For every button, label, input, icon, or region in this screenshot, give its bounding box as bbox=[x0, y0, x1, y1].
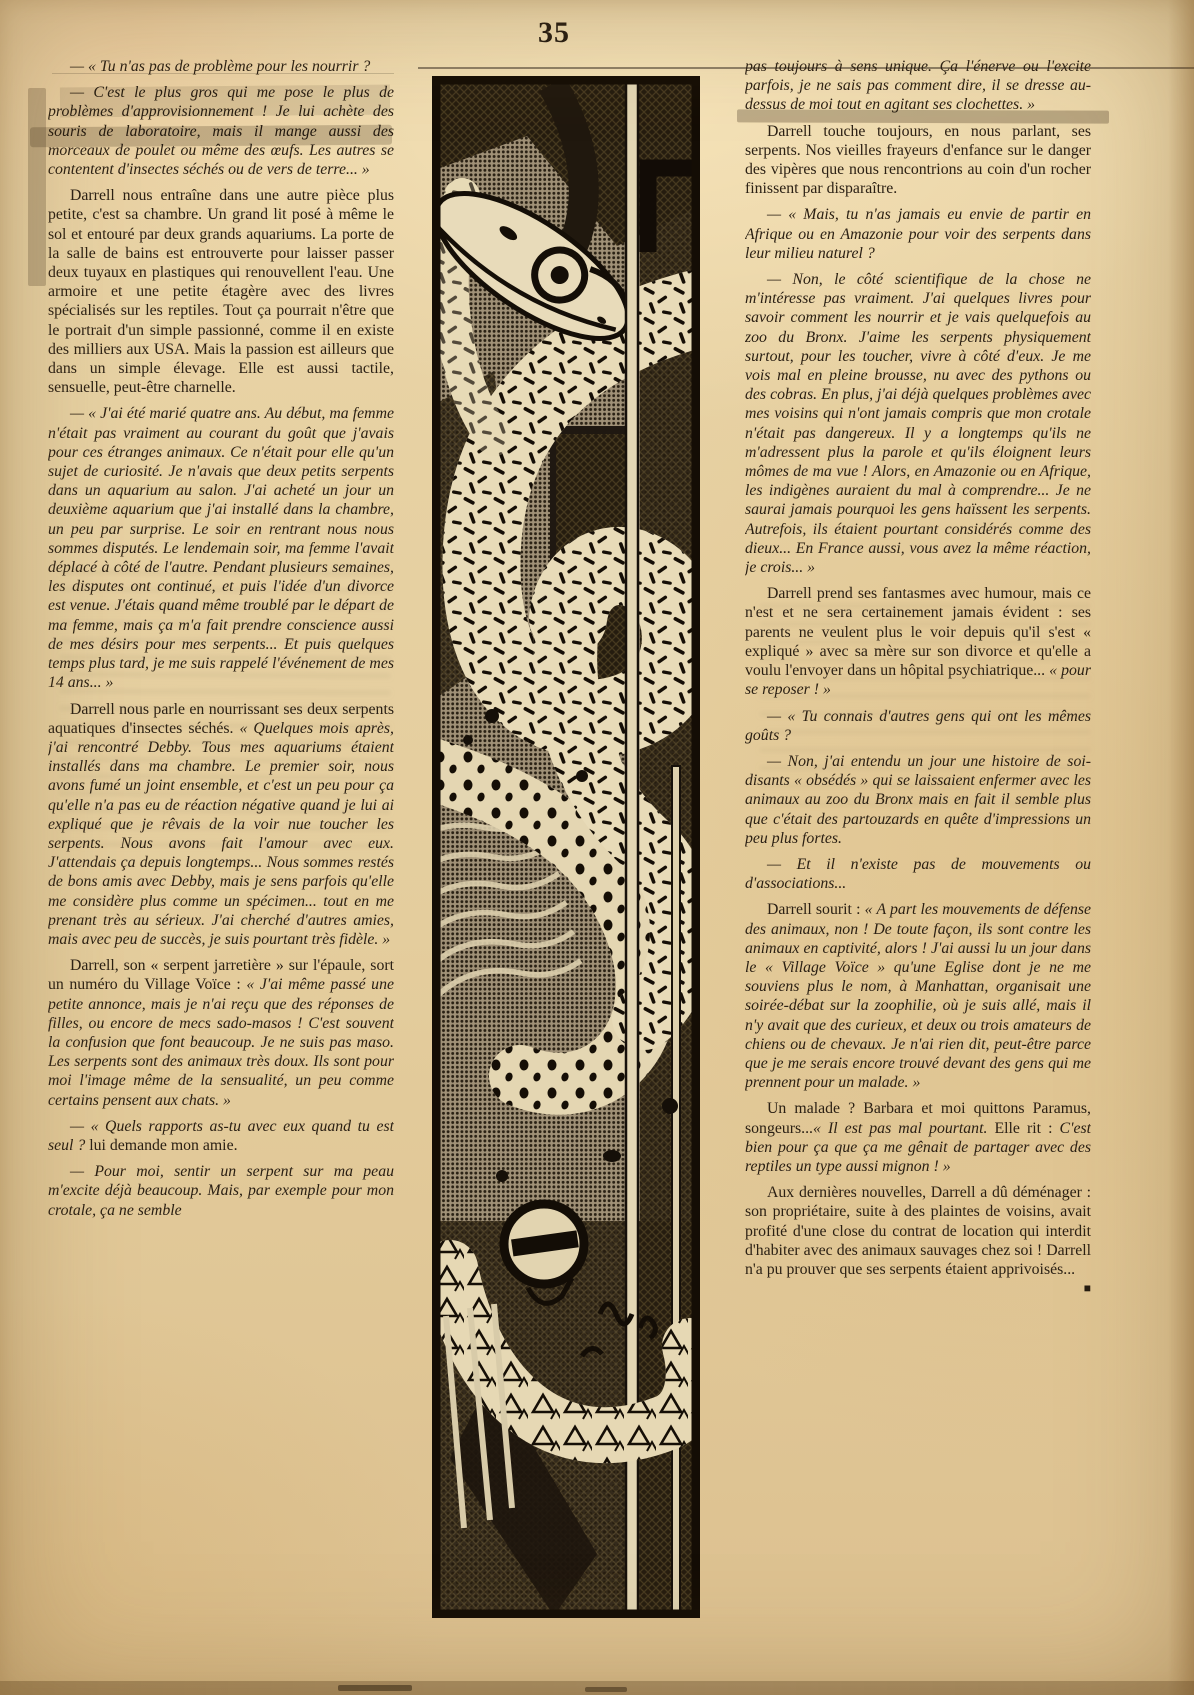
paragraph bbox=[48, 83, 394, 179]
text-segment: Aux dernières nouvelles, Darrell a dû déménager : son propriétaire, suite à des plaintes de voisins, avait profité d'une close du contrat de location qui interdit d'habiter avec des animaux sauvages chez soi ! Darrell n'a pu prouver que ses serpents étaient apprivoisés... bbox=[745, 1184, 1091, 1278]
text-segment: — « Tu connais d'autres gens qui ont les mêmes goûts ? bbox=[745, 707, 1091, 744]
paragraph bbox=[48, 404, 394, 692]
text-segment: Darrell sourit : bbox=[767, 901, 865, 919]
paragraph bbox=[48, 1162, 394, 1220]
text-segment: — « Tu n'as pas de problème pour les nourrir ? bbox=[70, 58, 371, 75]
text-segment: « Il est pas mal pourtant. bbox=[813, 1119, 995, 1137]
paragraph bbox=[745, 270, 1091, 577]
paragraph bbox=[48, 186, 394, 397]
paragraph bbox=[745, 900, 1091, 1092]
text-segment: lui demande mon amie. bbox=[89, 1136, 238, 1154]
text-segment: Darrell, son « serpent jarretière » sur l'épaule, sort un numéro du Village Voïce : bbox=[48, 957, 394, 994]
text-segment: « pour se reposer ! » bbox=[745, 662, 1091, 699]
text-segment: — Non, le côté scientifique de la chose ne m'intéresse pas vraiment. J'ai quelques livres pour savoir comment les nourrir et je vais quelquefois au zoo du Bronx. J'aime les serpents physiquement surtout, pour les toucher, vivre à côté d'eux. Je me vois mal en pleine brousse, nu avec des pythons ou des cobras. En plus, j'ai déjà quelques problèmes avec mes voisins qui n'ont jamais compris que mon crotale n'était pas dangereux. Il y a longtemps qu'ils ne m'adressent plus la parole et qu'ils éloignent leurs mômes de ma vue ! Alors, en Amazonie ou en Afrique, les indigènes auraient du mal à comprendre... Je ne saurai jamais pourquoi les gens haïssent les serpents. Autrefois, ils étaient pourtant considérés comme des dieux... En France aussi, vous avez la même réaction, je crois... » bbox=[745, 271, 1091, 577]
page-number: 35 bbox=[538, 16, 570, 49]
paragraph bbox=[745, 584, 1091, 699]
end-of-article-marker: ■ bbox=[1083, 1281, 1091, 1296]
text-segment: — Pour moi, sentir un serpent sur ma peau m'excite déjà beaucoup. Mais, par exemple pour mon crotale, ça ne semble bbox=[48, 1163, 394, 1219]
paragraph bbox=[745, 855, 1091, 893]
text-segment: — C'est le plus gros qui me pose le plus de problèmes d'approvisionnement ! Je lui achète des souris de laboratoire, mais il mange aussi des morceaux de poulet ou même des œufs. Les autres se contentent d'insectes séchés ou de vers de terre... » bbox=[48, 84, 394, 179]
paragraph bbox=[745, 205, 1091, 263]
paragraph bbox=[48, 1117, 394, 1155]
right-text-column bbox=[745, 57, 1091, 1642]
paragraph bbox=[745, 57, 1091, 115]
text-segment: Elle rit : bbox=[994, 1119, 1060, 1137]
scan-smear-vertical bbox=[28, 88, 46, 286]
text-segment: Darrell touche toujours, en nous parlant, ses serpents. Nos vieilles frayeurs d'enfance sur le danger des vipères que nous rencontrions au coin d'un rocher finissent par disparaître. bbox=[745, 122, 1091, 198]
text-segment: Darrell nous entraîne dans une autre pièce plus petite, c'est sa chambre. Un grand lit posé à même le sol et entouré par deux grands aquariums. La porte de la salle de bains est entrouverte pour laisser passer deux tuyaux en plastiques qui renouvellent l'eau. Une armoire et une petite étagère avec des livres spécialisés sur les reptiles. Tout ça pourrait n'être que le portrait d'un simple passionné, comme il en existe des milliers aux USA. Mais la passion est ailleurs que dans un simple élevage. Elle est aussi tactile, sensuelle, peut-être charnelle. bbox=[48, 187, 394, 397]
text-segment: Darrell prend ses fantasmes avec humour, mais ce n'est et ne sera certainement jamais évident : ses parents ne veulent plus le voir depuis qu'il s'est « expliqué » avec sa mère sur son divorce et qu'elle a voulu l'envoyer dans un hôpital psychiatrique... bbox=[745, 585, 1091, 680]
paragraph bbox=[48, 956, 394, 1110]
text-segment: Un malade ? Barbara et moi quittons Paramus, songeurs... bbox=[745, 1100, 1091, 1137]
paragraph bbox=[745, 1183, 1091, 1296]
text-segment: — « Mais, tu n'as jamais eu envie de partir en Afrique ou en Amazonie pour voir des serpents dans leur milieu naturel ? bbox=[745, 206, 1091, 262]
page-bottom-edge bbox=[0, 1681, 1194, 1695]
left-text-column bbox=[48, 57, 394, 1642]
text-segment: « A part les mouvements de défense des animaux, non ! De toute façon, ils sont contre les animaux en captivité, alors ! J'ai aussi lu un jour dans le « Village Voïce » qu'une Eglise dont je ne me souviens plus le nom, à Manhattan, organisait une soirée-débat sur la zoophilie, où je suis allé, mais il n'y avait que des curieux, et deux ou trois amateurs de chiens ou de chevaux. Je n'ai rien dit, peut-être parce que je me serais encore trouvé devant des gens qui me prennent pour un malade. » bbox=[745, 901, 1091, 1092]
paragraph bbox=[745, 752, 1091, 848]
text-segment: — Non, j'ai entendu un jour une histoire de soi-disants « obsédés » qui se laissaient enfermer avec les animaux au zoo du Bronx mais en fait il semble plus que c'était des partouzards en quête d'impressions un peu plus fortes. bbox=[745, 752, 1091, 847]
text-segment: pas toujours à sens unique. Ça l'énerve ou l'excite parfois, je ne sais pas comment dire, il se dresse au-dessus de moi tout en agitant ses clochettes. » bbox=[745, 58, 1091, 114]
paragraph bbox=[745, 1099, 1091, 1176]
bottom-edge-mark bbox=[585, 1687, 627, 1692]
text-segment: Darrell nous parle en nourrissant ses deux serpents aquatiques d'insectes séchés. bbox=[48, 700, 394, 737]
bottom-edge-mark bbox=[338, 1685, 412, 1691]
text-segment: C'est bien pour ça que ça me gênait de partager avec des reptiles un type aussi mignon ! » bbox=[745, 1119, 1091, 1175]
text-segment: — « Quels rapports as-tu avec eux quand tu est seul ? bbox=[48, 1117, 394, 1154]
text-segment: « Quelques mois après, j'ai rencontré Debby. Tous mes aquariums étaient installés dans ma chambre. Le premier soir, nous avons fumé un joint ensemble, et c'est un peu pour ça qu'elle n'a pas eu de réaction négative quand je lui ai expliqué que je rêvais de la voir nue toucher les serpents. Nous avons fait l'amour avec eux. J'attendais ça depuis longtemps... Nous sommes restés de bons amis avec Debby, mais je sens parfois qu'elle me considère plus comme un spécimen... tout en me prenant très au sérieux. J'ai cherché d'autres amies, mais avec peu de succès, je suis pourtant très fidèle. » bbox=[48, 719, 394, 948]
paragraph bbox=[48, 700, 394, 950]
paragraph bbox=[745, 707, 1091, 745]
text-segment: « J'ai même passé une petite annonce, mais je n'ai reçu que des réponses de filles, ou encore de mecs sado-masos ! C'est souvent la confusion que font beaucoup. Je ne suis pas maso. Les serpents sont des animaux très doux. Ils sont pour moi l'image même de la sensualité, un peu comme certains pensent aux chats. » bbox=[48, 976, 394, 1109]
page-right-edge-shade bbox=[1168, 0, 1194, 1695]
snake-illustration bbox=[432, 76, 700, 1618]
text-segment: — Et il n'existe pas de mouvements ou d'associations... bbox=[745, 855, 1091, 893]
paragraph bbox=[48, 57, 394, 76]
text-segment: — « J'ai été marié quatre ans. Au début, ma femme n'était pas vraiment au courant du goût que j'avais pour ces étranges animaux. Ce n'était pour elle qu'un sujet de curiosité. Je n'avais que deux petits serpents dans un aquarium au salon. J'ai acheté un jour un deuxième aquarium que j'ai installé dans la chambre, un peu par surprise. Le soir en rentrant nous nous sommes disputés. Le lendemain soir, ma femme l'avait déplacé à côté de l'autre. Pendant plusieurs semaines, les disputes ont continué, et puis l'idée d'un divorce est venue. J'étais quand même troublé par le départ de ma femme, mais ça m'a fait prendre conscience aussi de mes désirs pour mes serpents... Et puis quelques temps plus tard, je me suis rappelé l'événement de mes 14 ans... » bbox=[48, 405, 394, 692]
paragraph bbox=[745, 122, 1091, 199]
